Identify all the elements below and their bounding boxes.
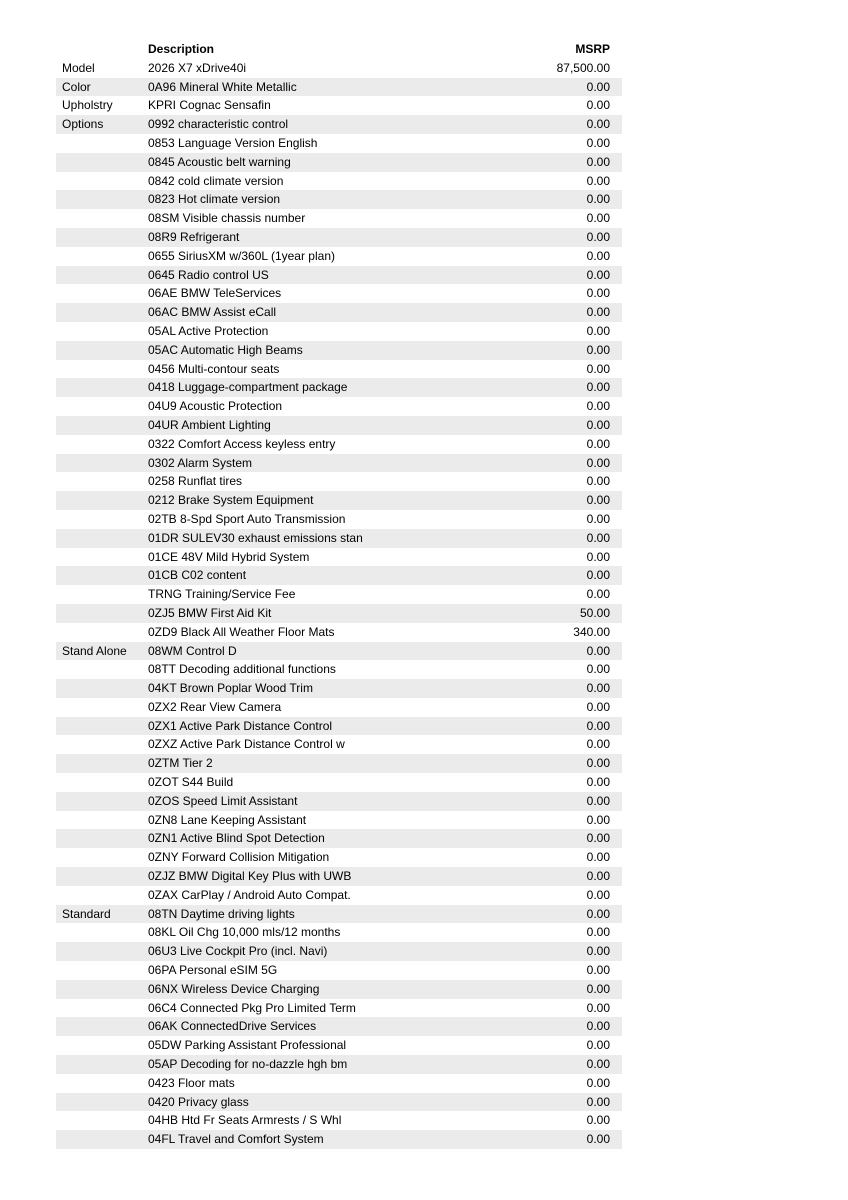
row-description: TRNG Training/Service Fee — [148, 587, 296, 602]
table-row — [56, 867, 622, 886]
row-msrp: 0.00 — [586, 455, 610, 470]
row-msrp: 0.00 — [586, 399, 610, 414]
row-description: 05AC Automatic High Beams — [148, 342, 303, 357]
row-description: 01CE 48V Mild Hybrid System — [148, 549, 310, 564]
row-category: Model — [62, 60, 95, 75]
row-msrp: 0.00 — [586, 361, 610, 376]
row-msrp: 0.00 — [586, 248, 610, 263]
row-msrp: 0.00 — [586, 869, 610, 884]
row-description: 06C4 Connected Pkg Pro Limited Term — [148, 1000, 356, 1015]
row-description: 04HB Htd Fr Seats Armrests / S Whl — [148, 1113, 342, 1128]
row-category: Standard — [62, 906, 111, 921]
table-row — [56, 378, 622, 397]
row-description: 0302 Alarm System — [148, 455, 253, 470]
row-msrp: 0.00 — [586, 1094, 610, 1109]
row-msrp: 0.00 — [586, 493, 610, 508]
row-description: 0ZJ5 BMW First Aid Kit — [148, 605, 272, 620]
row-description: 0853 Language Version English — [148, 135, 318, 150]
row-description: 0456 Multi-contour seats — [148, 361, 280, 376]
row-description: 0ZOT S44 Build — [148, 775, 234, 790]
row-msrp: 0.00 — [586, 756, 610, 771]
table-row — [56, 397, 622, 416]
table-row — [56, 1130, 622, 1149]
table-row — [56, 773, 622, 792]
row-description: 06PA Personal eSIM 5G — [148, 963, 278, 978]
table-row — [56, 247, 622, 266]
row-msrp: 0.00 — [586, 850, 610, 865]
table-row — [56, 698, 622, 717]
row-description: 02TB 8-Spd Sport Auto Transmission — [148, 511, 346, 526]
header-msrp: MSRP — [575, 42, 610, 56]
row-description: 0823 Hot climate version — [148, 192, 281, 207]
row-description: 0845 Acoustic belt warning — [148, 154, 291, 169]
table-row — [56, 848, 622, 867]
table-row — [56, 829, 622, 848]
row-description: 0ZN8 Lane Keeping Assistant — [148, 812, 307, 827]
table-row — [56, 604, 622, 623]
row-description: 0ZOS Speed Limit Assistant — [148, 793, 298, 808]
row-description: 05AL Active Protection — [148, 323, 269, 338]
row-category: Options — [62, 117, 104, 132]
table-row — [56, 59, 622, 78]
table-row — [56, 961, 622, 980]
table-row — [56, 303, 622, 322]
table-row — [56, 416, 622, 435]
table-row — [56, 190, 622, 209]
table-row — [56, 510, 622, 529]
table-row — [56, 566, 622, 585]
table-row — [56, 1093, 622, 1112]
row-msrp: 0.00 — [586, 812, 610, 827]
row-description: 0ZX1 Active Park Distance Control — [148, 718, 333, 733]
row-msrp: 0.00 — [586, 699, 610, 714]
row-msrp: 0.00 — [586, 117, 610, 132]
row-msrp: 0.00 — [586, 173, 610, 188]
row-description: 06NX Wireless Device Charging — [148, 981, 320, 996]
row-msrp: 0.00 — [586, 154, 610, 169]
table-body — [56, 59, 622, 1149]
table-row — [56, 548, 622, 567]
row-msrp: 87,500.00 — [556, 60, 610, 75]
row-msrp: 0.00 — [586, 1019, 610, 1034]
table-row — [56, 642, 622, 661]
row-msrp: 0.00 — [586, 981, 610, 996]
row-msrp: 0.00 — [586, 568, 610, 583]
row-msrp: 0.00 — [586, 305, 610, 320]
table-row — [56, 905, 622, 924]
table-row — [56, 886, 622, 905]
table-row — [56, 923, 622, 942]
row-msrp: 0.00 — [586, 944, 610, 959]
row-msrp: 0.00 — [586, 1057, 610, 1072]
row-description: 0645 Radio control US — [148, 267, 269, 282]
row-description: 0655 SiriusXM w/360L (1year plan) — [148, 248, 335, 263]
table-row — [56, 153, 622, 172]
row-description: 01CB C02 content — [148, 568, 247, 583]
row-description: 0ZAX CarPlay / Android Auto Compat. — [148, 887, 351, 902]
table-row — [56, 679, 622, 698]
table-row — [56, 228, 622, 247]
row-msrp: 0.00 — [586, 887, 610, 902]
header-description: Description — [148, 42, 215, 56]
row-description: 0423 Floor mats — [148, 1075, 235, 1090]
table-row — [56, 999, 622, 1018]
table-row — [56, 1111, 622, 1130]
row-msrp: 0.00 — [586, 211, 610, 226]
table-row — [56, 472, 622, 491]
table-row — [56, 115, 622, 134]
table-row — [56, 1017, 622, 1036]
row-description: 2026 X7 xDrive40i — [148, 60, 247, 75]
row-msrp: 0.00 — [586, 963, 610, 978]
row-description: 05DW Parking Assistant Professional — [148, 1038, 347, 1053]
row-description: 08TN Daytime driving lights — [148, 906, 295, 921]
row-msrp: 0.00 — [586, 192, 610, 207]
table-row — [56, 754, 622, 773]
row-description: 01DR SULEV30 exhaust emissions stan — [148, 530, 363, 545]
row-msrp: 0.00 — [586, 1000, 610, 1015]
row-msrp: 0.00 — [586, 549, 610, 564]
table-row — [56, 1036, 622, 1055]
row-description: 0322 Comfort Access keyless entry — [148, 436, 336, 451]
row-msrp: 0.00 — [586, 323, 610, 338]
table-row — [56, 660, 622, 679]
table-row — [56, 792, 622, 811]
row-msrp: 0.00 — [586, 906, 610, 921]
row-msrp: 0.00 — [586, 1132, 610, 1147]
row-msrp: 0.00 — [586, 474, 610, 489]
row-msrp: 0.00 — [586, 342, 610, 357]
row-msrp: 0.00 — [586, 925, 610, 940]
row-category: Color — [62, 79, 91, 94]
row-description: 04U9 Acoustic Protection — [148, 399, 283, 414]
table-row — [56, 284, 622, 303]
row-description: 0ZTM Tier 2 — [148, 756, 213, 771]
row-description: 0258 Runflat tires — [148, 474, 243, 489]
row-msrp: 0.00 — [586, 718, 610, 733]
row-description: 05AP Decoding for no-dazzle hgh bm — [148, 1057, 348, 1072]
row-msrp: 0.00 — [586, 1038, 610, 1053]
row-msrp: 50.00 — [579, 605, 610, 620]
row-description: 0ZNY Forward Collision Mitigation — [148, 850, 330, 865]
table-row — [56, 322, 622, 341]
row-description: 0A96 Mineral White Metallic — [148, 79, 297, 94]
row-description: 0ZJZ BMW Digital Key Plus with UWB — [148, 869, 352, 884]
row-msrp: 0.00 — [586, 229, 610, 244]
row-description: 0420 Privacy glass — [148, 1094, 249, 1109]
row-msrp: 0.00 — [586, 511, 610, 526]
row-description: 0418 Luggage-compartment package — [148, 380, 348, 395]
vehicle-spec-table — [56, 40, 622, 1149]
row-description: 04UR Ambient Lighting — [148, 417, 271, 432]
table-row — [56, 454, 622, 473]
table-row — [56, 585, 622, 604]
row-msrp: 0.00 — [586, 775, 610, 790]
row-msrp: 0.00 — [586, 1113, 610, 1128]
row-description: 06AC BMW Assist eCall — [148, 305, 277, 320]
table-row — [56, 811, 622, 830]
row-msrp: 0.00 — [586, 417, 610, 432]
table-row — [56, 735, 622, 754]
row-msrp: 0.00 — [586, 831, 610, 846]
row-description: 06AK ConnectedDrive Services — [148, 1019, 317, 1034]
row-msrp: 0.00 — [586, 737, 610, 752]
table-row — [56, 266, 622, 285]
table-header-row — [56, 40, 622, 59]
table-row — [56, 360, 622, 379]
row-msrp: 0.00 — [586, 643, 610, 658]
table-row — [56, 717, 622, 736]
row-description: 0ZX2 Rear View Camera — [148, 699, 282, 714]
table-row — [56, 78, 622, 97]
row-msrp: 0.00 — [586, 79, 610, 94]
table-row — [56, 529, 622, 548]
table-row — [56, 980, 622, 999]
row-description: 08R9 Refrigerant — [148, 229, 240, 244]
row-description: 06AE BMW TeleServices — [148, 286, 282, 301]
table-row — [56, 1074, 622, 1093]
row-description: 0ZD9 Black All Weather Floor Mats — [148, 624, 335, 639]
row-description: 04KT Brown Poplar Wood Trim — [148, 681, 313, 696]
row-description: 08KL Oil Chg 10,000 mls/12 months — [148, 925, 341, 940]
row-description: 0992 characteristic control — [148, 117, 289, 132]
row-description: 0842 cold climate version — [148, 173, 284, 188]
row-description: 08SM Visible chassis number — [148, 211, 306, 226]
row-description: 04FL Travel and Comfort System — [148, 1132, 324, 1147]
row-msrp: 0.00 — [586, 587, 610, 602]
row-description: KPRI Cognac Sensafin — [148, 98, 271, 113]
row-description: 0ZN1 Active Blind Spot Detection — [148, 831, 325, 846]
table-row — [56, 1055, 622, 1074]
table-row — [56, 209, 622, 228]
table-row — [56, 134, 622, 153]
row-msrp: 0.00 — [586, 98, 610, 113]
row-msrp: 0.00 — [586, 436, 610, 451]
row-description: 0ZXZ Active Park Distance Control w — [148, 737, 345, 752]
table-row — [56, 623, 622, 642]
row-msrp: 0.00 — [586, 662, 610, 677]
row-msrp: 0.00 — [586, 1075, 610, 1090]
table-row — [56, 172, 622, 191]
row-description: 0212 Brake System Equipment — [148, 493, 314, 508]
row-description: 06U3 Live Cockpit Pro (incl. Navi) — [148, 944, 328, 959]
row-msrp: 0.00 — [586, 267, 610, 282]
row-description: 08WM Control D — [148, 643, 237, 658]
table-row — [56, 341, 622, 360]
table-row — [56, 491, 622, 510]
row-category: Upholstry — [62, 98, 113, 113]
row-description: 08TT Decoding additional functions — [148, 662, 336, 677]
row-category: Stand Alone — [62, 643, 127, 658]
row-msrp: 0.00 — [586, 135, 610, 150]
row-msrp: 340.00 — [573, 624, 610, 639]
table-row — [56, 435, 622, 454]
row-msrp: 0.00 — [586, 793, 610, 808]
row-msrp: 0.00 — [586, 681, 610, 696]
row-msrp: 0.00 — [586, 286, 610, 301]
row-msrp: 0.00 — [586, 530, 610, 545]
table-row — [56, 942, 622, 961]
table-row — [56, 96, 622, 115]
row-msrp: 0.00 — [586, 380, 610, 395]
